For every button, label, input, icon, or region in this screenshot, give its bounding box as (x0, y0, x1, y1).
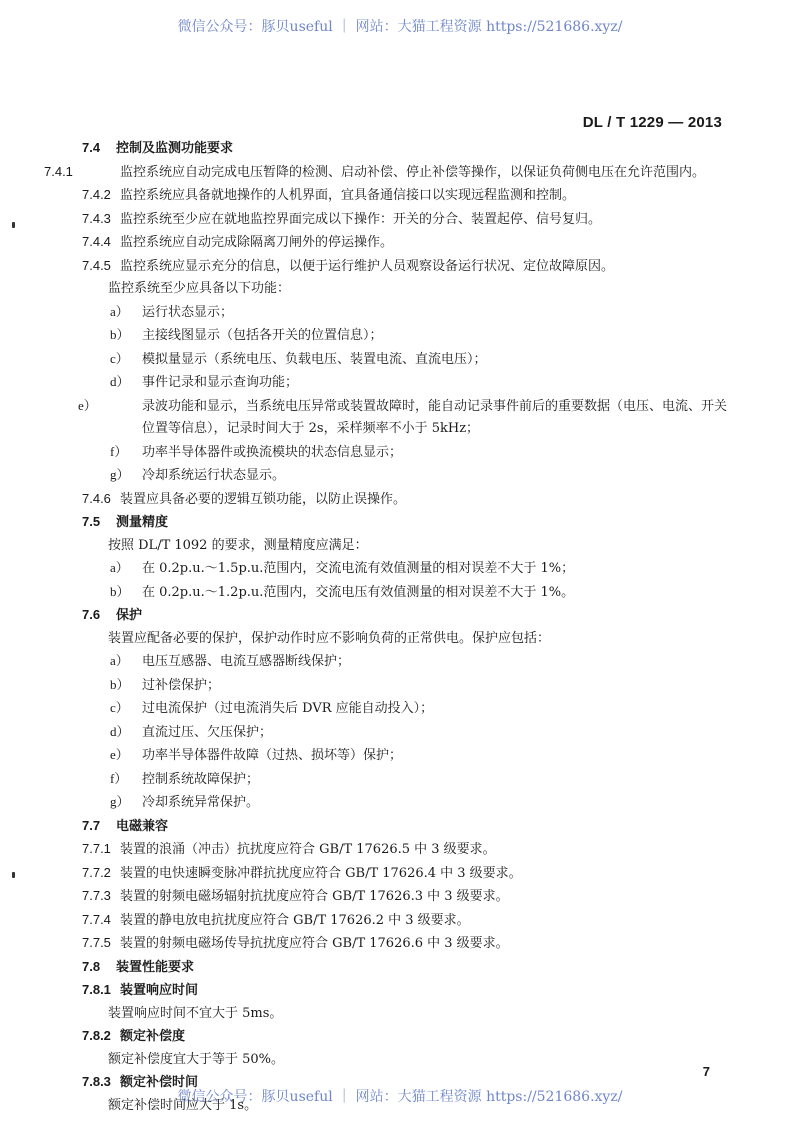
list-marker: d） (110, 723, 130, 739)
clause (82, 255, 728, 279)
list-item (82, 744, 728, 768)
clause-text: 监控系统应显示充分的信息，以便于运行维护人员观察设备运行状况、定位故障原因。 (120, 258, 615, 274)
clause-text: 额定补偿时间 (120, 1075, 199, 1090)
paragraph (82, 535, 728, 558)
list-item (82, 557, 728, 581)
scan-mark (12, 872, 15, 878)
watermark-top: 微信公众号：豚贝useful ｜ 网站：大猫工程资源 https://521686.xyz/ (177, 19, 623, 35)
clause (82, 909, 728, 933)
list-item (82, 464, 728, 488)
clause-text: 装置性能要求 (116, 959, 195, 975)
page-number: 7 (702, 1064, 710, 1079)
list-item-text: 功率半导体器件或换流模块的状态信息显示； (142, 444, 403, 460)
clause-text: 监控系统应自动完成除隔离刀闸外的停运操作。 (120, 235, 394, 250)
clause (82, 932, 728, 956)
list-marker: g） (110, 467, 130, 482)
clause-text: 装置的射频电磁场传导抗扰度应符合 GB/T 17626.6 中 3 级要求。 (120, 936, 509, 951)
paragraph-text: 额定补偿时间应大于 1s。 (108, 1097, 258, 1113)
clause-text: 电磁兼容 (116, 818, 169, 834)
clause-text: 保护 (116, 608, 143, 623)
clause-number: 7.6 (82, 607, 101, 622)
paragraph-text: 额定补偿度宜大于等于 50%。 (108, 1051, 285, 1067)
clause-number: 7.8 (82, 958, 101, 974)
clause-text: 装置的浪涌（冲击）抗扰度应符合 GB/T 17626.5 中 3 级要求。 (120, 842, 496, 857)
clause (82, 208, 728, 232)
document-body (44, 137, 728, 1117)
list-item-text: 在 0.2p.u.～1.2p.u.范围内，交流电压有效值测量的相对误差不大于 1%。 (142, 584, 575, 600)
list-marker: e） (110, 747, 129, 762)
list-item-text: 事件记录和显示查询功能； (142, 375, 299, 390)
scan-mark (12, 222, 15, 228)
list-item-text: 过补偿保护； (142, 677, 221, 693)
clause-text: 装置的电快速瞬变脉冲群抗扰度应符合 GB/T 17626.4 中 3 级要求。 (120, 865, 522, 881)
section-heading (82, 137, 728, 161)
section-heading (82, 511, 728, 535)
section-heading (82, 815, 728, 839)
list-marker: c） (110, 350, 129, 366)
clause (82, 231, 728, 255)
clause-text: 监控系统至少应在就地监控界面完成以下操作：开关的分合、装置起停、信号复归。 (120, 211, 602, 227)
clause-number: 7.7.4 (82, 911, 111, 927)
list-marker: a） (110, 653, 129, 668)
clause (82, 862, 728, 886)
list-item-text: 电压互感器、电流互感器断线保护； (142, 654, 351, 669)
list-marker: f） (110, 770, 128, 786)
clause-text: 控制及监测功能要求 (116, 141, 234, 156)
clause-number: 7.8.2 (82, 1028, 111, 1043)
list-item-text: 功率半导体器件故障（过热、损坏等）保护； (142, 748, 403, 763)
section-heading (82, 956, 728, 980)
clause-number: 7.4 (82, 140, 101, 155)
paragraph (82, 278, 728, 301)
clause (82, 1025, 728, 1049)
clause-text: 装置响应时间 (120, 983, 199, 998)
paragraph (82, 1003, 728, 1026)
clause-text: 额定补偿度 (120, 1029, 186, 1044)
list-item-text: 控制系统故障保护； (142, 771, 260, 787)
list-item-text: 主接线图显示（包括各开关的位置信息）； (142, 328, 383, 343)
list-item (82, 581, 728, 605)
clause-number: 7.8.3 (82, 1074, 111, 1089)
paragraph-text: 装置响应时间不宜大于 5ms。 (108, 1005, 283, 1021)
paragraph (82, 628, 728, 651)
clause-number: 7.4.1 (44, 163, 73, 179)
list-marker: d） (110, 374, 130, 389)
list-item (82, 348, 728, 372)
clause-number: 7.4.2 (82, 187, 111, 202)
clause-number: 7.4.3 (82, 210, 111, 226)
section-heading (82, 604, 728, 628)
list-item-text: 录波功能和显示，当系统电压异常或装置故障时，能自动记录事件前后的重要数据（电压、电流、开关位置等信息），记录时间大于 2s，采样频率不小于 5kHz； (142, 398, 728, 436)
list-marker: b） (110, 676, 130, 692)
list-marker: a） (110, 303, 129, 319)
list-marker: b） (110, 583, 130, 599)
watermark-bottom: 微信公众号：豚贝useful ｜ 网站：大猫工程资源 https://521686.xyz/ (177, 1089, 623, 1105)
list-item-text: 冷却系统异常保护。 (142, 795, 260, 810)
list-item (82, 371, 728, 395)
paragraph-text: 监控系统至少应具备以下功能： (108, 281, 291, 296)
clause-text: 装置应具备必要的逻辑互锁功能，以防止误操作。 (120, 491, 407, 507)
clause (82, 488, 728, 512)
list-item (82, 441, 728, 465)
clause-text: 监控系统应具备就地操作的人机界面，宜具备通信接口以实现远程监测和控制。 (120, 188, 576, 203)
clause (82, 838, 728, 862)
list-item-text: 运行状态显示； (142, 304, 234, 320)
paragraph-text: 按照 DL/T 1092 的要求，测量精度应满足： (108, 537, 368, 553)
list-item-text: 模拟量显示（系统电压、负载电压、装置电流、直流电压）； (142, 351, 487, 367)
list-item-text: 过电流保护（过电流消失后 DVR 应能自动投入）； (142, 701, 434, 716)
list-item (78, 395, 728, 441)
clause-text: 装置的静电放电抗扰度应符合 GB/T 17626.2 中 3 级要求。 (120, 912, 470, 928)
list-item-text: 在 0.2p.u.～1.5p.u.范围内，交流电流有效值测量的相对误差不大于 1%； (142, 561, 575, 576)
clause-number: 7.5 (82, 514, 101, 529)
list-marker: f） (110, 443, 128, 459)
paragraph (82, 1049, 728, 1072)
list-marker: a） (110, 560, 129, 575)
clause-number: 7.7.3 (82, 888, 111, 903)
clause-number: 7.8.1 (82, 982, 111, 997)
clause (44, 161, 728, 185)
list-item-text: 冷却系统运行状态显示。 (142, 468, 286, 483)
clause-number: 7.4.5 (82, 257, 111, 273)
paragraph-text: 装置应配备必要的保护，保护动作时应不影响负荷的正常供电。保护应包括： (108, 630, 551, 646)
list-item (82, 768, 728, 792)
list-item (82, 697, 728, 721)
list-item (82, 674, 728, 698)
clause-text: 监控系统应自动完成电压暂降的检测、启动补偿、停止补偿等操作，以保证负荷侧电压在允许范围内。 (120, 164, 706, 180)
list-marker: g） (110, 794, 130, 809)
list-marker: e） (78, 397, 97, 413)
standard-code: DL / T 1229 — 2013 (582, 114, 722, 131)
clause-number: 7.7 (82, 817, 101, 833)
list-item (82, 324, 728, 348)
list-item (82, 650, 728, 674)
clause-text: 测量精度 (116, 515, 169, 530)
clause-number: 7.7.1 (82, 841, 111, 856)
clause (82, 979, 728, 1003)
clause (82, 885, 728, 909)
clause-number: 7.4.6 (82, 490, 111, 506)
list-item (82, 301, 728, 325)
list-marker: b） (110, 327, 130, 342)
clause (82, 184, 728, 208)
list-marker: c） (110, 700, 129, 715)
list-item (82, 791, 728, 815)
list-item (82, 721, 728, 745)
clause-number: 7.4.4 (82, 234, 111, 249)
clause-number: 7.7.5 (82, 935, 111, 950)
clause-text: 装置的射频电磁场辐射抗扰度应符合 GB/T 17626.3 中 3 级要求。 (120, 889, 509, 904)
list-item-text: 直流过压、欠压保护； (142, 724, 273, 740)
clause-number: 7.7.2 (82, 864, 111, 880)
